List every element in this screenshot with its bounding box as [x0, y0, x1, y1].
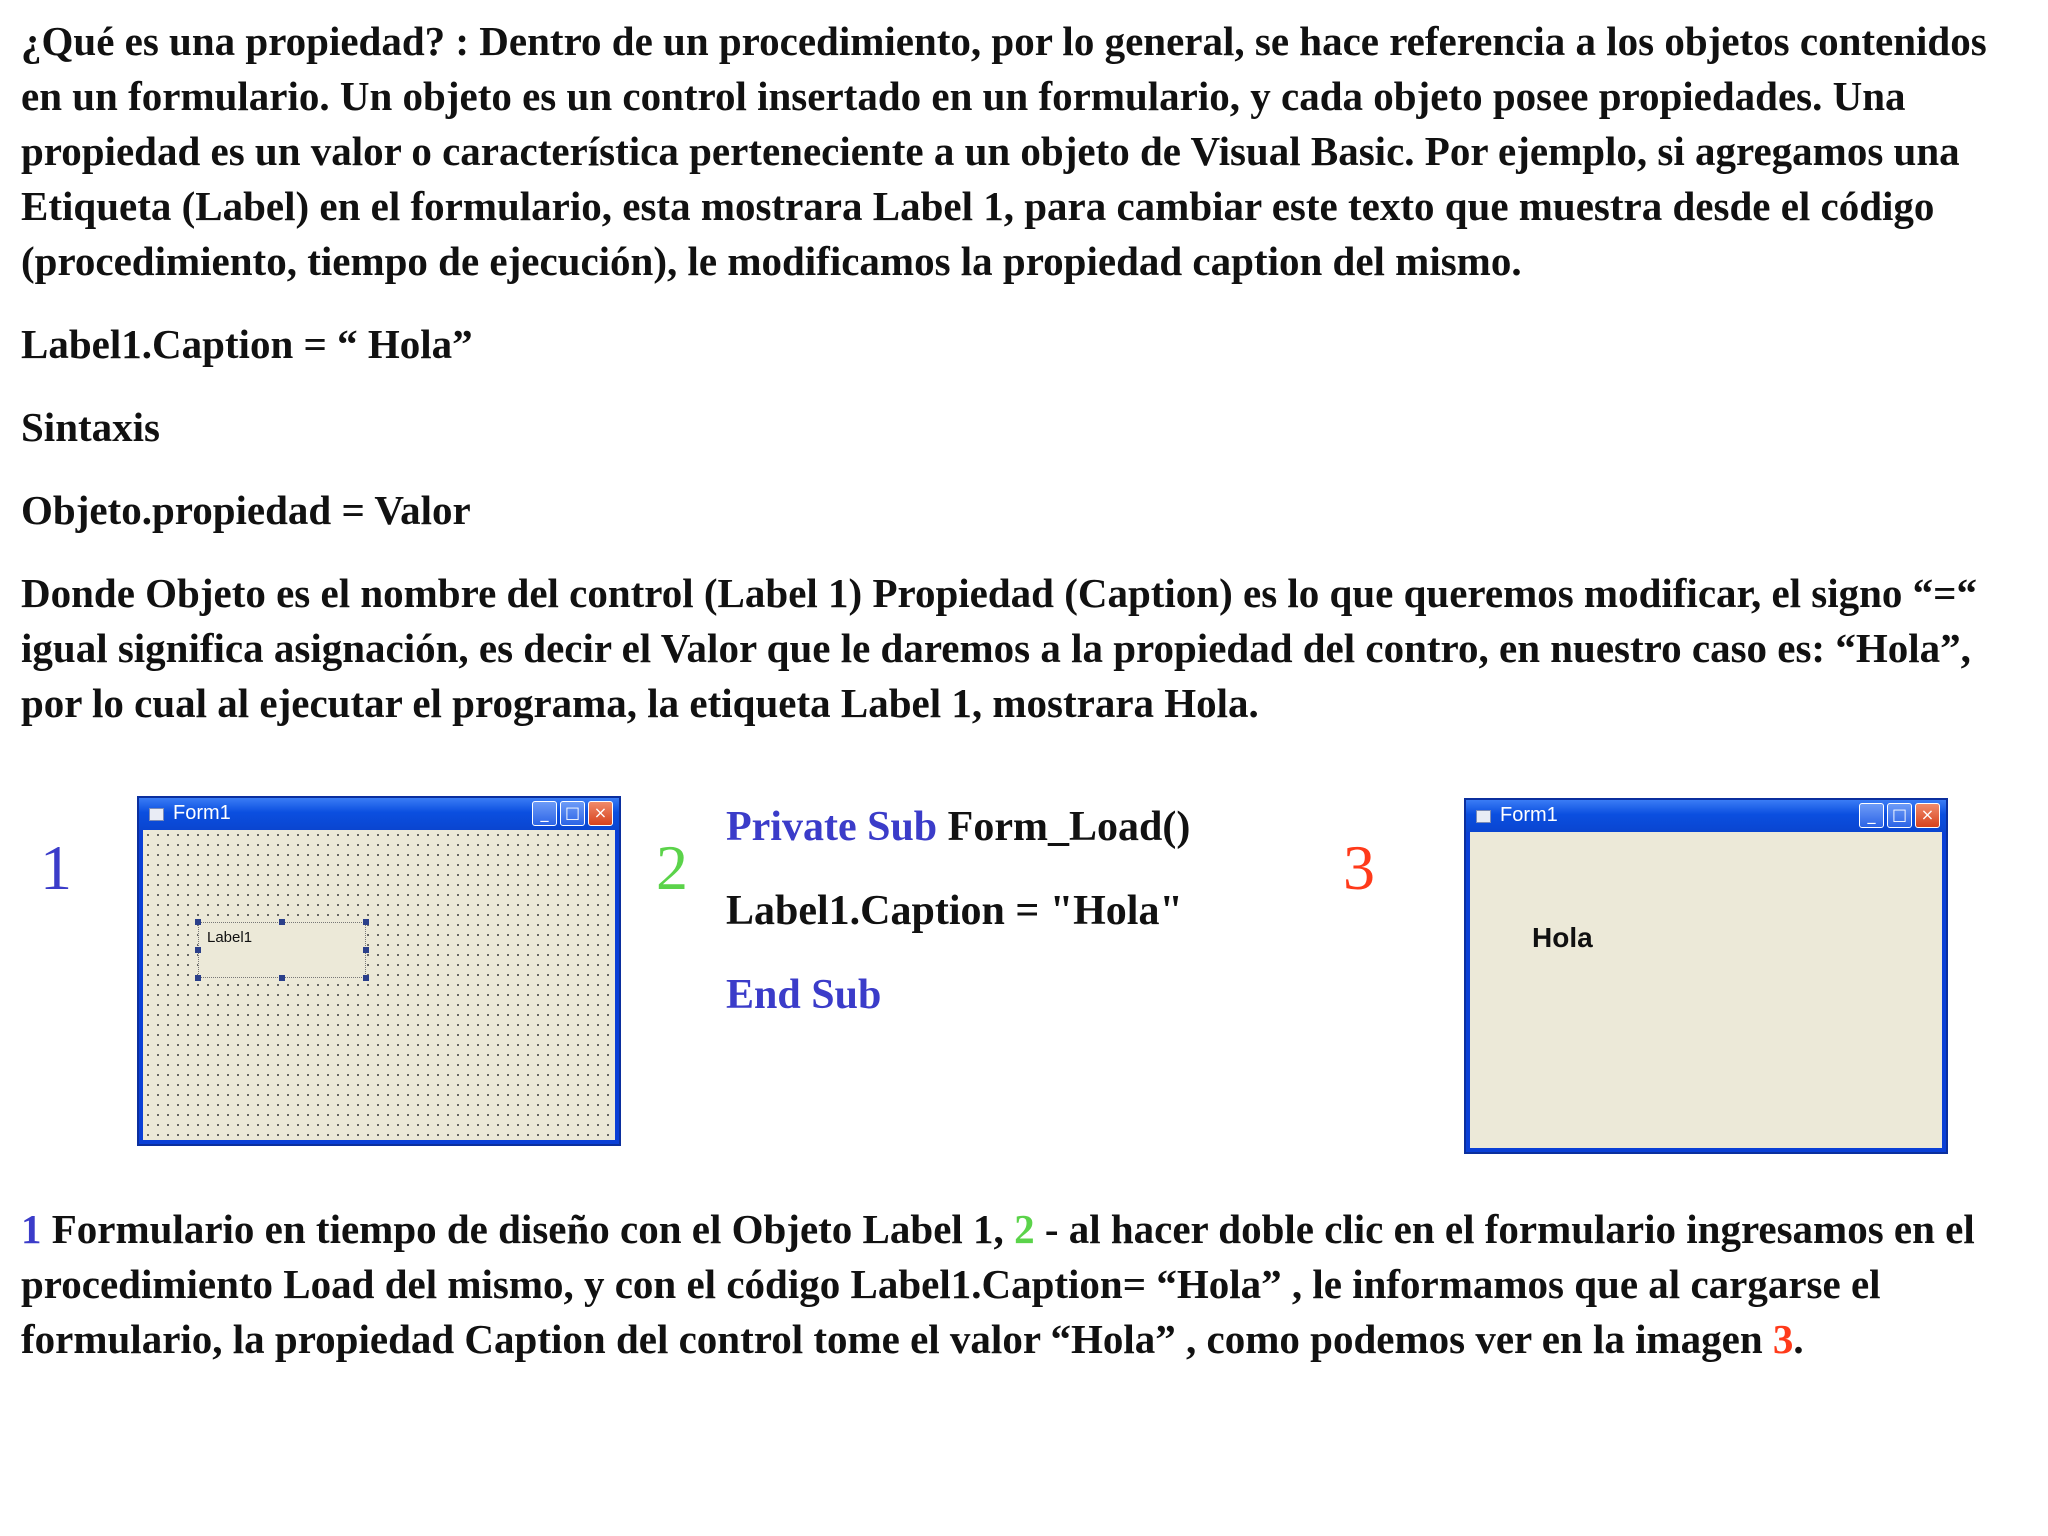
code-line-1 — [726, 806, 1190, 848]
maximize-icon: □ — [1887, 803, 1912, 828]
close-icon: × — [588, 801, 613, 826]
design-time-form-window — [137, 796, 621, 1146]
selection-handle — [195, 919, 201, 925]
caption-ref-1: 1 — [21, 1206, 42, 1252]
syntax-line: Objeto.propiedad = Valor — [21, 487, 471, 533]
label1-control — [198, 922, 366, 978]
label1-text: Label1 — [207, 929, 253, 946]
window-title: Form1 — [1500, 804, 1558, 826]
form-runtime-surface — [1470, 832, 1942, 1148]
window-titlebar — [1466, 800, 1946, 832]
maximize-icon: □ — [560, 801, 585, 826]
document-body — [21, 14, 2031, 731]
selection-handle — [195, 947, 201, 953]
figure-number-1: 1 — [40, 832, 72, 903]
selection-handle — [195, 975, 201, 981]
form-design-surface — [143, 830, 615, 1140]
label1-runtime-text: Hola — [1532, 922, 1593, 953]
code-proc-name: Form_Load() — [937, 804, 1191, 850]
code-line-2: Label1.Caption = "Hola" — [726, 888, 1183, 934]
figure-row — [0, 796, 2048, 1156]
runtime-form-window — [1464, 798, 1948, 1154]
caption-paragraph — [21, 1202, 2031, 1367]
figure-number-2: 2 — [656, 832, 688, 903]
caption-ref-3: 3 — [1772, 1316, 1794, 1362]
selection-handle — [363, 919, 369, 925]
window-titlebar — [139, 798, 619, 830]
form-icon — [149, 808, 164, 821]
code-line-3: End Sub — [726, 972, 882, 1018]
intro-paragraph: ¿Qué es una propiedad? : Dentro de un procedimiento, por lo general, se hace referencia a los objetos contenidos en un formulario. Un objeto es un control insertado en un formulario, y cada objeto posee propiedades. Una propiedad es un valor o característica perteneciente a un objeto de Visual Basic. Por ejemplo, si agregamos una Etiqueta (Label) en el formulario, esta mostrara Label 1, para cambiar este texto que muestra desde el código (procedimiento, tiempo de ejecución), le modificamos la propiedad caption del mismo. — [21, 18, 1987, 284]
selection-handle — [279, 919, 285, 925]
example-code-line: Label1.Caption = “ Hola” — [21, 321, 473, 367]
syntax-heading: Sintaxis — [21, 404, 160, 450]
explanation-paragraph: Donde Objeto es el nombre del control (Label 1) Propiedad (Caption) es lo que queremos modificar, el signo “=“ igual significa asignación, es decir el Valor que le daremos a la propiedad del contro, en nuestro caso es: “Hola”, por lo cual al ejecutar el programa, la etiqueta Label 1, mostrara Hola. — [21, 570, 1978, 726]
close-icon: × — [1915, 803, 1940, 828]
figure-caption — [21, 1202, 2031, 1367]
figure-number-3: 3 — [1343, 832, 1375, 903]
caption-ref-2: 2 — [1014, 1206, 1035, 1252]
minimize-icon: _ — [1859, 803, 1884, 828]
selection-handle — [363, 947, 369, 953]
selection-handle — [279, 975, 285, 981]
selection-handle — [363, 975, 369, 981]
caption-text-3: . — [1793, 1316, 1804, 1362]
code-keyword: Private Sub — [726, 804, 938, 850]
window-title: Form1 — [173, 802, 231, 824]
form-icon — [1476, 810, 1491, 823]
minimize-icon: _ — [532, 801, 557, 826]
caption-text-2: - al hacer doble clic en el formulario ingresamos en el procedimiento Load del mismo, y con el código Label1.Caption= “Hola” , le informamos que al cargarse el formulario, la propiedad Caption del control tome el valor “Hola” , como podemos ver en la imagen — [21, 1206, 1975, 1362]
caption-text-1: Formulario en tiempo de diseño con el Objeto Label 1, — [41, 1206, 1015, 1252]
